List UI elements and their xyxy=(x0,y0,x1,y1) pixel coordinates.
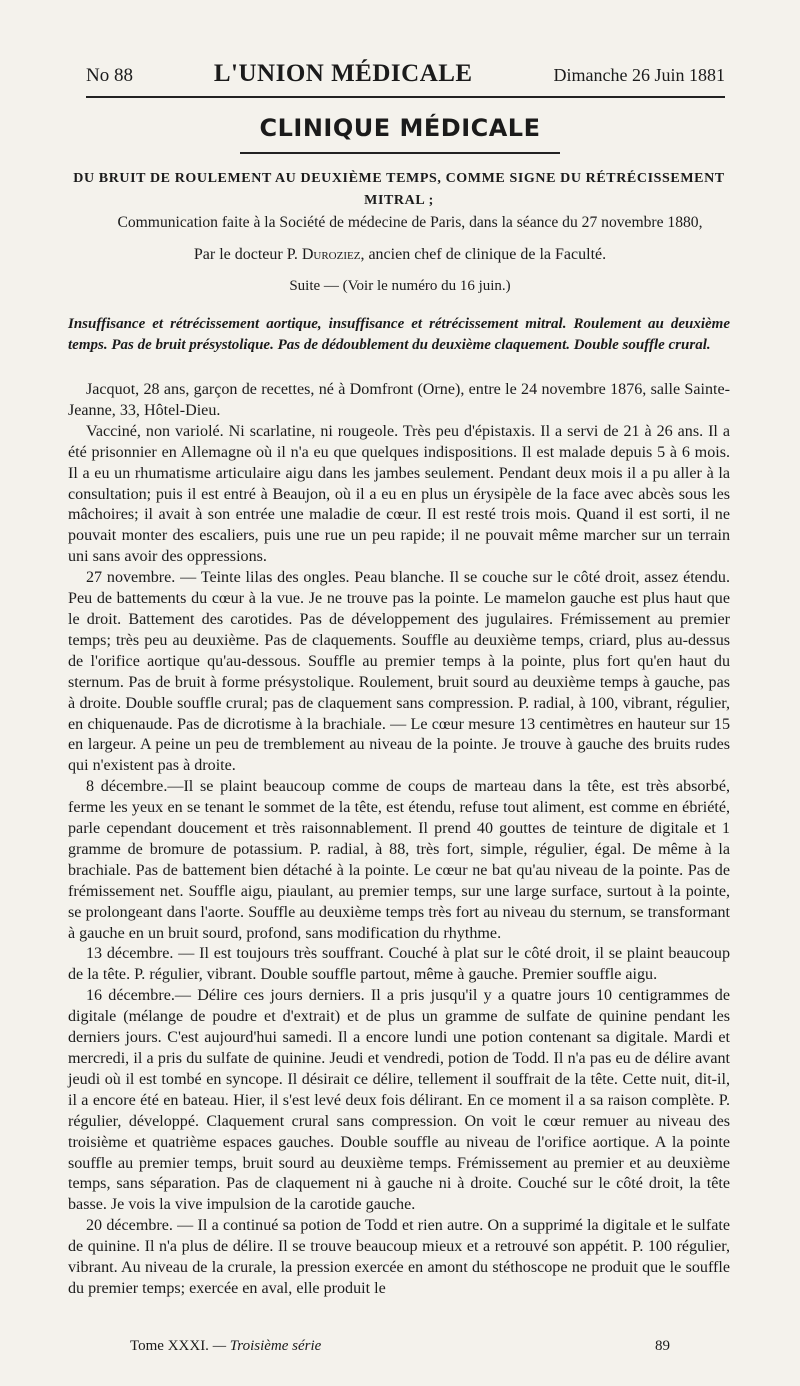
author-suffix: , ancien chef de clinique de la Faculté. xyxy=(360,246,607,263)
issue-number: No 88 xyxy=(86,65,133,86)
paragraph: 20 décembre. — Il a continué sa potion de Todd et rien autre. On a supprimé la digitale et le sulfate de quinine. Il n'a plus de délire. Il se trouve beaucoup mieux et a retrouvé son appétit. P. 100 régulier, vibrant. Au niveau de la crurale, la pression exercée en amont du stéthoscope ne produit que le souffle du premier temps; exercée en aval, elle produit le xyxy=(68,1217,730,1297)
page-footer xyxy=(130,1338,670,1355)
journal-title: L'UNION MÉDICALE xyxy=(213,60,473,87)
volume-series xyxy=(130,1338,321,1355)
case-summary xyxy=(68,314,730,356)
volume: Tome XXXI. xyxy=(130,1338,209,1354)
paragraph: Jacquot, 28 ans, garçon de recettes, né à Domfront (Orne), entre le 24 novembre 1876, salle Sainte-Jeanne, 33, Hôtel-Dieu. xyxy=(68,381,730,419)
section-title: CLINIQUE MÉDICALE xyxy=(259,114,541,142)
paragraph: 13 décembre. — Il est toujours très souffrant. Couché à plat sur le côté droit, il se plaint beaucoup de la tête. P. régulier, vibrant. Double souffle partout, même à gauche. Premier souffle aigu. xyxy=(68,945,730,984)
author-line xyxy=(0,246,800,264)
author-prefix: Par le docteur P. xyxy=(193,246,298,263)
paragraph: 27 novembre. — Teinte lilas des ongles. Peau blanche. Il se couche sur le côté droit, assez étendu. Peu de battements du cœur à la vue. Je ne trouve pas la pointe. Le mamelon gauche est plus haut que le droit. Battement des carotides. Pas de développement des jugulaires. Frémissement au premier temps; très peu au deuxième. Pas de claquements. Souffle au deuxième temps, criard, plus au-dessus de l'orifice aortique qu'au-dessous. Souffle au premier temps à la pointe, plus fort qu'en haut du sternum. Pas de bruit à forme présystolique. Roulement, bruit sourd au deuxième temps à gauche, pas à droite. Double souffle crural; pas de claquement sans compression. P. radial, à 100, vibrant, régulier, en chiquenaude. Pas de dicrotisme à la brachiale. — Le cœur mesure 13 centimètres en hauteur sur 15 en largeur. A peine un peu de tremblement au niveau de la pointe. Je trouve à gauche des bruits rudes qui n'existent pas à droite. xyxy=(68,569,730,775)
issue-date: Dimanche 26 Juin 1881 xyxy=(553,65,725,85)
header-rule xyxy=(86,96,725,98)
section-rule xyxy=(240,152,560,154)
paragraph: Vacciné, non variolé. Ni scarlatine, ni rougeole. Très peu d'épistaxis. Il a servi de 21 à 26 ans. Il a été prisonnier en Allemagne où il n'a eu que quelques indispositions. Il est malade depuis 5 à 6 mois. Il a eu un rhumatisme articulaire aigu dans les jambes seulement. Pendant deux mois il a pu aller à la consultation; puis il est entré à Beaujon, où il a eu en plus un érysipèle de la face avec abcès sous les mâchoires; il avait à son entrée une maladie de cœur. Il est resté trois mois. Quand il est sorti, il ne pouvait monter des escaliers, puis une rue un peu rapide; il ne pouvait même marcher sur un terrain uni sans avoir des oppressions. xyxy=(68,422,730,566)
paragraph: 16 décembre.— Délire ces jours derniers. Il a pris jusqu'il y a quatre jours 10 centigrammes de digitale (mélange de poudre et d'extrait) et de plus un gramme de sulfate de quinine pendant les derniers jours. C'est aujourd'hui samedi. Il a encore lundi une potion contenant sa digitale. Mardi et mercredi, il a pris du sulfate de quinine. Jeudi et vendredi, potion de Todd. Il n'a pas eu de délire avant jeudi où il est tombé en syncope. Il désirait ce délire, tellement il souffrait de la tête. Cette nuit, dit-il, il a encore été en bateau. Hier, il s'est levé deux fois délirant. En ce moment il a sa raison complète. P. régulier, développé. Claquement crural sans compression. On voit le cœur remuer au niveau des troisième et quatrième espaces gauches. Double souffle au niveau de l'orifice aortique. A la pointe souffle au premier temps, bruit sourd au deuxième temps. Frémissement au premier et au deuxième temps, sans séparation. Pas de claquement ni à gauche ni à droite. Couché sur le côté droit, la tête basse. Je vois la vive impulsion de la carotide gauche. xyxy=(68,987,730,1214)
article-title: DU BRUIT DE ROULEMENT AU DEUXIÈME TEMPS, COMME SIGNE DU RÉTRÉCISSEMENT MITRAL ; xyxy=(73,171,725,208)
series: — Troisième série xyxy=(212,1338,322,1354)
author-name: Duroziez xyxy=(301,246,361,263)
page-header xyxy=(86,60,725,90)
suite-note: Suite — (Voir le numéro du 16 juin.) xyxy=(289,278,511,294)
page-number: 89 xyxy=(655,1338,670,1354)
article-body xyxy=(68,380,730,1300)
paragraph: 8 décembre.—Il se plaint beaucoup comme de coups de marteau dans la tête, est très absorbé, ferme les yeux en se tenant le sommet de la tête, est étendu, refuse tout aliment, est comme en ébriété, parle cependant doucement et très raisonnablement. Il prend 40 gouttes de teinture de digitale et 1 gramme de bromure de potassium. P. radial, à 88, très fort, simple, régulier, égal. De même à la brachiale. Pas de battement bien détaché à la pointe. Le cœur ne bat qu'au niveau de la pointe. Pas de frémissement net. Souffle aigu, piaulant, au premier temps, sur une large surface, surtout à la pointe, se prolongeant dans l'aorte. Souffle au deuxième temps très fort au niveau du sternum, se transformant à gauche en un bruit sourd, profond, sans modification du rhythme. xyxy=(68,778,730,942)
communication-line: Communication faite à la Société de médecine de Paris, dans la séance du 27 novembre 1880, xyxy=(117,214,703,231)
case-summary-text: Insuffisance et rétrécissement aortique, insuffisance et rétrécissement mitral. Roulement au deuxième temps. Pas de bruit présystolique. Pas de dédoublement du deuxième claquement. Double souffle crural. xyxy=(68,316,730,353)
